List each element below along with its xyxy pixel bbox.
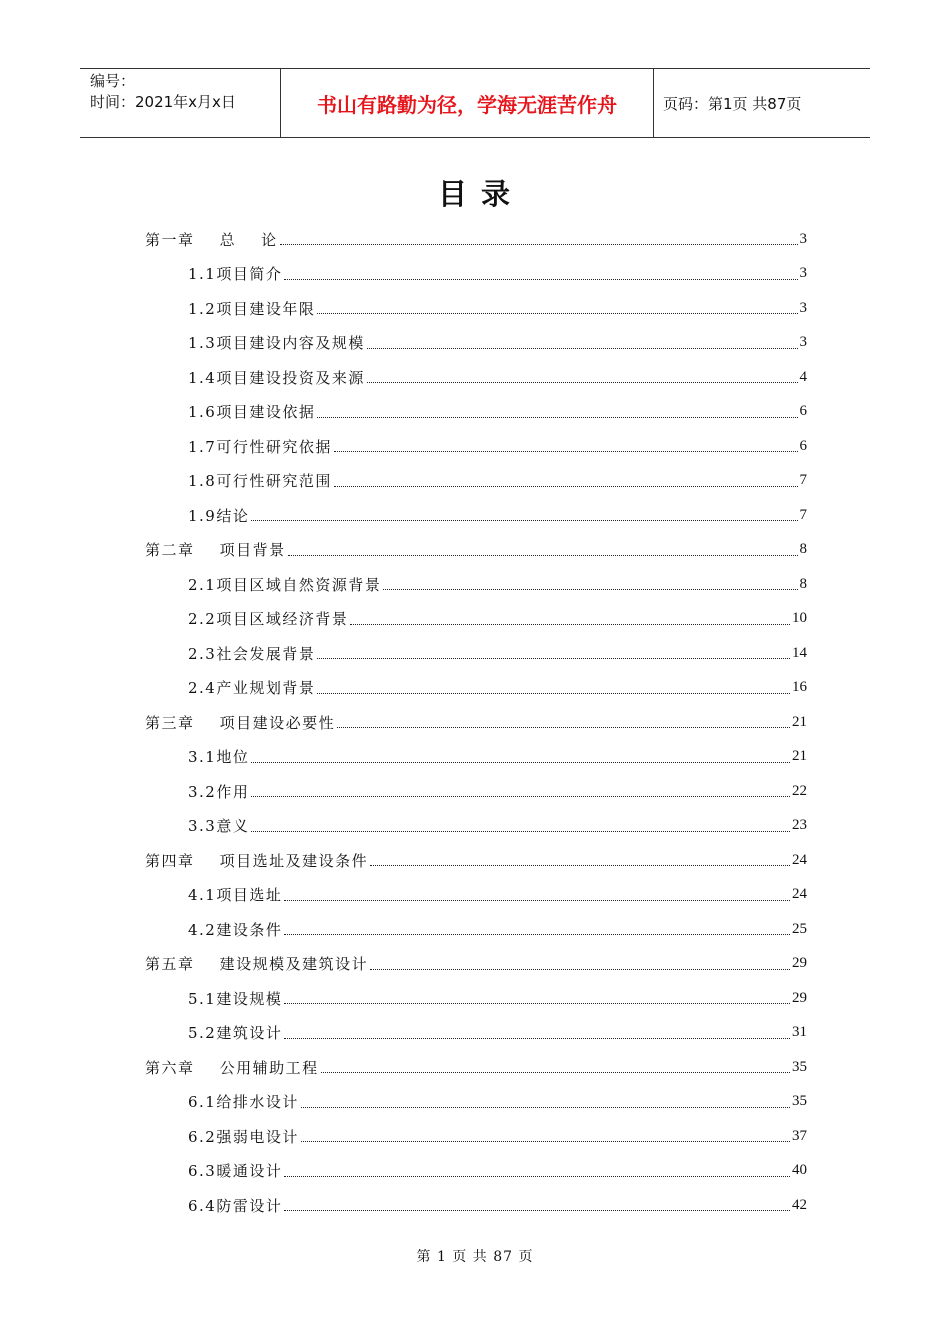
toc-entry-page-number: 21 <box>792 748 807 764</box>
toc-entry-label: 2.4产业规划背景 <box>188 679 316 697</box>
toc-entry-label: 6.1给排水设计 <box>188 1093 299 1111</box>
toc-entry-label: 3.3意义 <box>188 817 250 835</box>
header-motto: 书山有路勤为径，学海无涯苦作舟 <box>281 69 654 137</box>
toc-entry-page-number: 16 <box>792 679 807 695</box>
toc-leader-dots <box>284 1209 790 1211</box>
toc-section-entry[interactable] <box>188 981 807 1015</box>
toc-entry-page-number: 29 <box>792 955 807 971</box>
toc-leader-dots <box>337 726 790 728</box>
toc-leader-dots <box>367 381 798 383</box>
toc-chapter-entry[interactable] <box>145 843 807 877</box>
toc-section-entry[interactable] <box>188 567 807 601</box>
toc-entry-label: 5.2建筑设计 <box>188 1024 283 1042</box>
toc-section-entry[interactable] <box>188 774 807 808</box>
document-time-label: 时间：2021年x月x日 <box>90 93 236 111</box>
toc-section-entry[interactable] <box>188 1085 807 1119</box>
toc-entry-label: 4.1项目选址 <box>188 886 283 904</box>
toc-entry-page-number: 29 <box>792 989 807 1006</box>
toc-entry-page-number: 25 <box>792 920 807 937</box>
toc-section-entry[interactable] <box>188 740 807 774</box>
toc-entry-page-number: 6 <box>799 437 807 454</box>
toc-entry-page-number: 14 <box>792 644 807 661</box>
header-page-info: 页码：第1页 共87页 <box>663 94 802 113</box>
toc-entry-label: 6.2强弱电设计 <box>188 1127 299 1146</box>
toc-entry-label: 2.3社会发展背景 <box>188 644 316 663</box>
toc-leader-dots <box>284 1037 790 1039</box>
toc-leader-dots <box>284 899 790 901</box>
document-number-label: 编号： <box>90 72 136 90</box>
toc-section-entry[interactable] <box>188 602 807 636</box>
toc-entry-label: 3.1地位 <box>188 748 250 766</box>
toc-leader-dots <box>350 623 790 625</box>
toc-leader-dots <box>317 692 790 694</box>
toc-entry-label: 1.8可行性研究范围 <box>188 472 332 490</box>
toc-entry-label: 1.4项目建设投资及来源 <box>188 368 365 387</box>
toc-leader-dots <box>317 657 790 659</box>
toc-section-entry[interactable] <box>188 809 807 843</box>
toc-entry-page-number: 40 <box>792 1162 807 1178</box>
toc-chapter-entry[interactable] <box>145 947 807 981</box>
toc-leader-dots <box>370 968 790 970</box>
toc-section-entry[interactable] <box>188 671 807 705</box>
toc-entry-page-number: 7 <box>799 506 807 523</box>
toc-entry-page-number: 22 <box>792 782 807 799</box>
toc-leader-dots <box>317 416 797 418</box>
toc-entry-page-number: 3 <box>799 230 807 247</box>
toc-entry-page-number: 6 <box>799 403 807 419</box>
toc-section-entry[interactable] <box>188 1188 807 1222</box>
toc-entry-page-number: 3 <box>799 334 807 350</box>
toc-section-entry[interactable] <box>188 257 807 291</box>
toc-entry-label: 2.1项目区域自然资源背景 <box>188 575 382 594</box>
toc-leader-dots <box>284 1175 790 1177</box>
page-footer: 第 1 页 共 87 页 <box>416 1249 534 1265</box>
toc-section-entry[interactable] <box>188 326 807 360</box>
header-meta <box>80 69 281 137</box>
toc-entry-label: 1.3项目建设内容及规模 <box>188 334 365 352</box>
toc-entry-label: 6.4防雷设计 <box>188 1196 283 1215</box>
toc-entry-page-number: 10 <box>792 610 807 626</box>
toc-entry-page-number: 35 <box>792 1093 807 1109</box>
toc-entry-label: 第三章 项目建设必要性 <box>145 713 336 732</box>
toc-entry-label: 6.3暖通设计 <box>188 1162 283 1180</box>
toc-leader-dots <box>284 1002 790 1004</box>
document-header <box>80 68 870 138</box>
toc-section-entry[interactable] <box>188 878 807 912</box>
toc-leader-dots <box>367 347 798 349</box>
toc-entry-label: 第一章 总 论 <box>145 230 278 249</box>
toc-leader-dots <box>288 554 798 556</box>
toc-entry-label: 3.2作用 <box>188 782 250 801</box>
toc-section-entry[interactable] <box>188 1154 807 1188</box>
toc-entry-label: 1.9结论 <box>188 506 250 525</box>
toc-entry-label: 第四章 项目选址及建设条件 <box>145 851 369 870</box>
toc-entry-label: 4.2建设条件 <box>188 920 283 939</box>
toc-leader-dots <box>317 312 797 314</box>
toc-entry-label: 1.1项目简介 <box>188 265 283 283</box>
toc-leader-dots <box>251 830 790 832</box>
toc-entry-label: 1.2项目建设年限 <box>188 299 316 318</box>
toc-leader-dots <box>321 1071 790 1073</box>
toc-entry-page-number: 37 <box>792 1127 807 1144</box>
toc-entry-page-number: 31 <box>792 1024 807 1040</box>
toc-chapter-entry[interactable] <box>145 222 807 256</box>
toc-leader-dots <box>251 761 790 763</box>
toc-section-entry[interactable] <box>188 291 807 325</box>
toc-entry-page-number: 8 <box>799 575 807 592</box>
toc-section-entry[interactable] <box>188 498 807 532</box>
toc-leader-dots <box>383 588 797 590</box>
toc-entry-page-number: 3 <box>799 265 807 281</box>
toc-entry-page-number: 24 <box>792 851 807 868</box>
toc-leader-dots <box>284 278 797 280</box>
toc-entry-label: 5.1建设规模 <box>188 989 283 1008</box>
toc-section-entry[interactable] <box>188 636 807 670</box>
toc-entry-label: 第二章 项目背景 <box>145 541 286 559</box>
toc-entry-label: 1.6项目建设依据 <box>188 403 316 421</box>
toc-section-entry[interactable] <box>188 395 807 429</box>
toc-section-entry[interactable] <box>188 1119 807 1153</box>
toc-leader-dots <box>280 243 798 245</box>
toc-entry-label: 第五章 建设规模及建筑设计 <box>145 955 369 973</box>
toc-entry-page-number: 21 <box>792 713 807 730</box>
toc-entry-page-number: 7 <box>799 472 807 488</box>
toc-leader-dots <box>251 519 797 521</box>
toc-section-entry[interactable] <box>188 429 807 463</box>
toc-section-entry[interactable] <box>188 912 807 946</box>
toc-entry-page-number: 8 <box>799 541 807 557</box>
toc-entry-label: 2.2项目区域经济背景 <box>188 610 349 628</box>
page-title: 目 录 <box>437 177 513 211</box>
toc-entry-page-number: 4 <box>799 368 807 385</box>
toc-chapter-entry[interactable] <box>145 705 807 739</box>
toc-leader-dots <box>370 864 790 866</box>
toc-entry-page-number: 3 <box>799 299 807 316</box>
toc-section-entry[interactable] <box>188 464 807 498</box>
toc-entry-page-number: 24 <box>792 886 807 902</box>
toc-entry-label: 1.7可行性研究依据 <box>188 437 332 456</box>
toc-leader-dots <box>334 450 798 452</box>
toc-entry-page-number: 23 <box>792 817 807 833</box>
toc-entry-label: 第六章 公用辅助工程 <box>145 1058 319 1077</box>
toc-leader-dots <box>284 933 790 935</box>
toc-entry-page-number: 35 <box>792 1058 807 1075</box>
toc-leader-dots <box>301 1106 790 1108</box>
toc-entry-page-number: 42 <box>792 1196 807 1213</box>
toc-section-entry[interactable] <box>188 360 807 394</box>
toc-chapter-entry[interactable] <box>145 533 807 567</box>
toc-section-entry[interactable] <box>188 1016 807 1050</box>
toc-leader-dots <box>301 1140 790 1142</box>
toc-chapter-entry[interactable] <box>145 1050 807 1084</box>
toc-leader-dots <box>251 795 790 797</box>
toc-leader-dots <box>334 485 798 487</box>
